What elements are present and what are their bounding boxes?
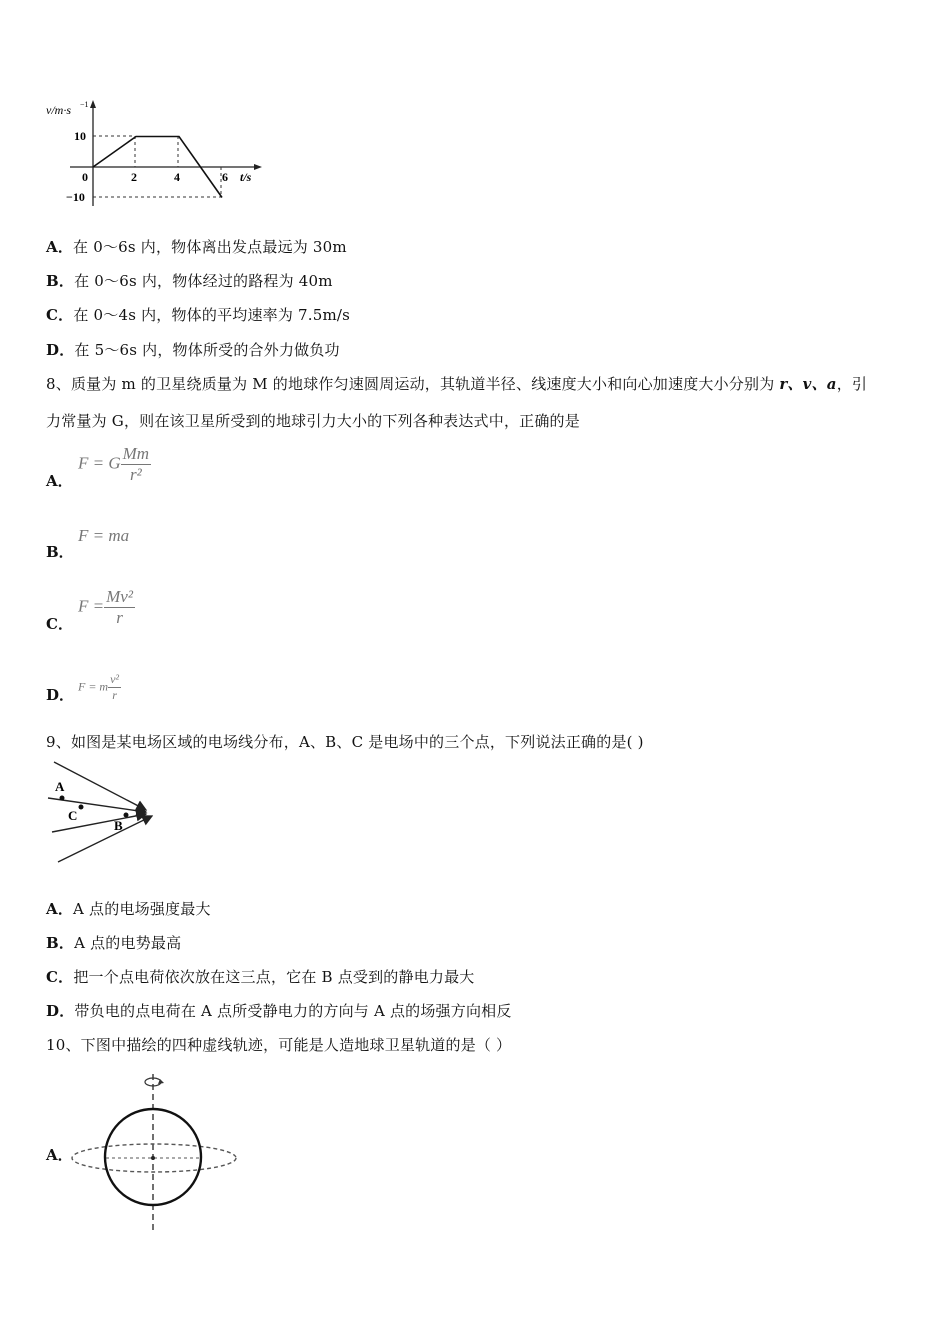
tick-label-6: 6 [222, 170, 228, 184]
x-axis-arrow [254, 164, 262, 170]
option-letter: B． [46, 272, 75, 290]
tick-label-4: 4 [174, 170, 180, 184]
electric-field-diagram [40, 760, 170, 870]
q7-option-d[interactable] [46, 339, 340, 360]
tick-label-2: 2 [131, 170, 137, 184]
q9-option-c[interactable]: C．把一个点电荷依次放在这三点，它在 B 点受到的静电力最大 [46, 968, 475, 986]
option-text: 在 0～6s 内，物体离出发点最远为 30m [73, 238, 347, 256]
x-axis-label: t/s [240, 170, 252, 184]
q8-formula-d: F = m $\frac{\text{v²}}{r}$ [78, 672, 120, 702]
q8-option-b-letter[interactable]: B． [46, 543, 74, 561]
q7-option-a[interactable] [46, 236, 347, 257]
q8-stem-vars: r、v、a [779, 375, 837, 393]
q7-option-b[interactable] [46, 270, 333, 291]
option-text: 在 0～6s 内，物体经过的路程为 40m [74, 272, 333, 290]
option-letter: A． [46, 238, 74, 256]
point-b-label: B [114, 818, 123, 833]
option-text: 在 0～4s 内，物体的平均速率为 7.5m/s [73, 306, 351, 324]
y-axis-label: v/m·s [46, 103, 71, 117]
q8-formula-a: F = G $\frac{Mm}{\text{r²}}$ [78, 444, 150, 484]
vt-graph [40, 96, 270, 216]
option-letter: D． [46, 341, 75, 359]
q9-stem: 9、如图是某电场区域的电场线分布，A、B、C 是电场中的三个点，下列说法正确的是( ) [46, 733, 644, 751]
field-line-3 [52, 814, 146, 832]
point-c-label: C [68, 808, 78, 823]
q8-formula-b: F = ma [78, 526, 130, 545]
tick-label-10: 10 [74, 129, 86, 143]
q9-option-b[interactable]: B．A 点的电势最高 [46, 934, 182, 952]
field-line-1 [54, 762, 146, 810]
tick-label-neg10: −10 [66, 190, 85, 204]
q10-stem: 10、下图中描绘的四种虚线轨迹，可能是人造地球卫星轨道的是（ ） [46, 1036, 512, 1054]
q10-option-a-letter[interactable]: A． [46, 1146, 73, 1164]
q8-option-c-letter[interactable]: C． [46, 615, 73, 633]
q9-option-d[interactable]: D．带负电的点电荷在 A 点所受静电力的方向与 A 点的场强方向相反 [46, 1002, 512, 1020]
option-letter: C． [46, 306, 74, 324]
point-c-dot [79, 805, 84, 810]
q8-stem-line1: 8、质量为 m 的卫星绕质量为 M 的地球作匀速圆周运动，其轨道半径、线速度大小和向心加速度大小分别为 r、v、a，引 [46, 375, 868, 393]
point-a-dot [60, 796, 65, 801]
q8-stem-line2: 力常量为 G，则在该卫星所受到的地球引力大小的下列各种表达式中，正确的是 [46, 412, 580, 430]
point-a-label: A [55, 779, 65, 794]
q8-formula-c: F = $\frac{\text{Mv²}}{r}$ [78, 587, 133, 627]
option-text: 在 5～6s 内，物体所受的合外力做负功 [74, 341, 340, 359]
tick-label-0: 0 [82, 170, 88, 184]
q8-option-d-letter[interactable]: D． [46, 686, 75, 704]
y-axis-arrow [90, 100, 96, 108]
q8-option-a-letter[interactable]: A． [46, 472, 73, 490]
q9-option-a[interactable]: A．A 点的电场强度最大 [46, 900, 211, 918]
y-axis-exp: −1 [80, 100, 89, 109]
earth-orbit-diagram [68, 1072, 248, 1242]
q7-option-c[interactable] [46, 304, 350, 325]
point-b-dot [124, 813, 129, 818]
